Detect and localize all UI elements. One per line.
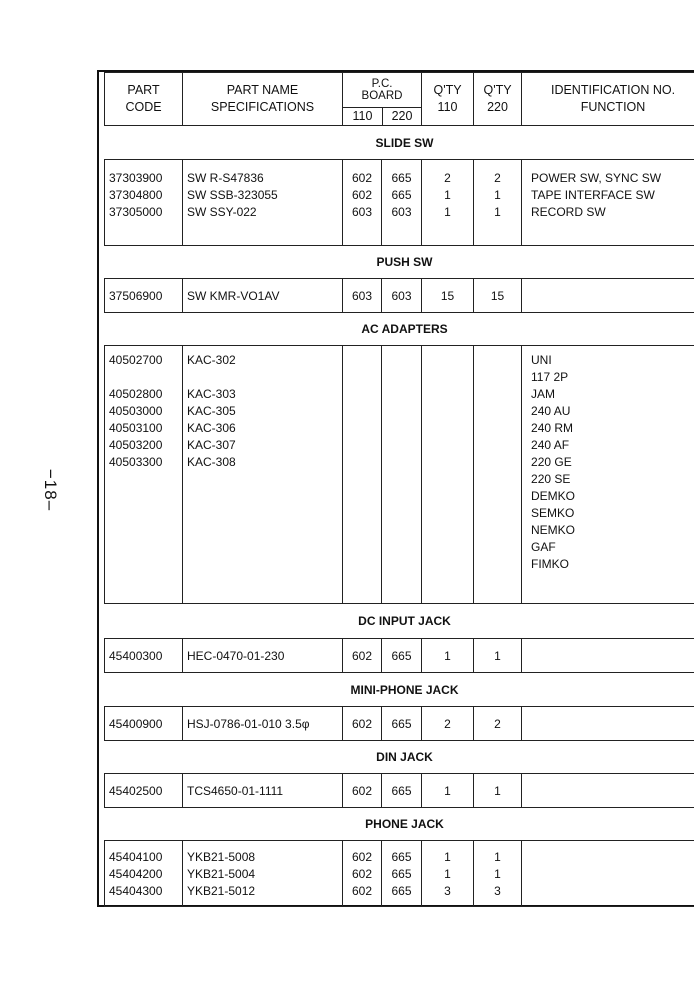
qty220-cell: 2 1 1: [474, 160, 522, 246]
pc220-cell: 665: [382, 639, 422, 673]
qty110-cell: 1: [422, 639, 474, 673]
header-part-code: PART CODE: [105, 73, 183, 126]
pc110-cell: 602 602 602: [343, 841, 382, 907]
pc220-cell: [382, 346, 422, 604]
header-row: [105, 73, 694, 126]
header-pc-110: 110: [343, 108, 383, 125]
section-header: PUSH SW: [105, 246, 694, 279]
section-header: DC INPUT JACK: [105, 604, 694, 639]
part-name-cell: TCS4650-01-1111: [183, 774, 343, 808]
pc110-cell: 602: [343, 707, 382, 741]
pc110-cell: 602: [343, 639, 382, 673]
parts-table: [104, 72, 694, 907]
pc220-cell: 665: [382, 774, 422, 808]
table-row: [105, 707, 694, 741]
identification-cell: POWER SW, SYNC SW TAPE INTERFACE SW RECORD SW: [522, 160, 694, 246]
part-name-cell: HSJ-0786-01-010 3.5φ: [183, 707, 343, 741]
qty110-cell: 1: [422, 774, 474, 808]
pc110-cell: 602: [343, 774, 382, 808]
table-row: [105, 279, 694, 313]
identification-cell: [522, 707, 694, 741]
section-header: PHONE JACK: [105, 808, 694, 841]
pc220-cell: 603: [382, 279, 422, 313]
part-name-cell: YKB21-5008 YKB21-5004 YKB21-5012: [183, 841, 343, 907]
pc110-cell: 602 602 603: [343, 160, 382, 246]
part-code-cell: 45402500: [105, 774, 183, 808]
part-code-cell: 37303900 37304800 37305000: [105, 160, 183, 246]
table-row: [105, 160, 694, 246]
part-name-cell: HEC-0470-01-230: [183, 639, 343, 673]
pc220-cell: 665 665 665: [382, 841, 422, 907]
section-header: DIN JACK: [105, 741, 694, 774]
identification-cell: [522, 279, 694, 313]
section-header: SLIDE SW: [105, 126, 694, 160]
identification-cell: [522, 841, 694, 907]
header-pc-220: 220: [391, 109, 413, 123]
table-row: [105, 639, 694, 673]
qty110-cell: 15: [422, 279, 474, 313]
part-name-cell: SW R-S47836 SW SSB-323055 SW SSY-022: [183, 160, 343, 246]
qty110-cell: [422, 346, 474, 604]
qty110-cell: 2: [422, 707, 474, 741]
qty220-cell: [474, 346, 522, 604]
part-code-cell: 45400900: [105, 707, 183, 741]
table-row: [105, 346, 694, 604]
qty220-cell: 2: [474, 707, 522, 741]
identification-cell: [522, 639, 694, 673]
section-header: AC ADAPTERS: [105, 313, 694, 346]
pc220-cell: 665 665 603: [382, 160, 422, 246]
pc110-cell: [343, 346, 382, 604]
header-identification: IDENTIFICATION NO. FUNCTION: [522, 73, 694, 126]
part-name-cell: SW KMR-VO1AV: [183, 279, 343, 313]
table-row: [105, 774, 694, 808]
part-code-cell: 40502700 40502800 40503000 40503100 40503200 40503300: [105, 346, 183, 604]
header-pc-board: P.C. BOARD 110 220: [343, 73, 422, 126]
qty220-cell: 1 1 3: [474, 841, 522, 907]
qty220-cell: 1: [474, 639, 522, 673]
header-qty-220: Q'TY 220: [474, 73, 522, 126]
section-header: MINI-PHONE JACK: [105, 673, 694, 707]
identification-cell: [522, 774, 694, 808]
part-code-cell: 45400300: [105, 639, 183, 673]
pc220-cell: 665: [382, 707, 422, 741]
header-part-name: PART NAME SPECIFICATIONS: [183, 73, 343, 126]
table-row: [105, 841, 694, 907]
qty220-cell: 15: [474, 279, 522, 313]
qty110-cell: 1 1 3: [422, 841, 474, 907]
part-code-cell: 37506900: [105, 279, 183, 313]
qty220-cell: 1: [474, 774, 522, 808]
qty110-cell: 2 1 1: [422, 160, 474, 246]
part-code-cell: 45404100 45404200 45404300: [105, 841, 183, 907]
page-number: −18–: [41, 468, 60, 512]
header-qty-110: Q'TY 110: [422, 73, 474, 126]
identification-cell: UNI 117 2P JAM 240 AU 240 RM 240 AF 220 GE 220 SE DEMKO SEMKO NEMKO GAF FIMKO: [522, 346, 694, 604]
part-name-cell: KAC-302 KAC-303 KAC-305 KAC-306 KAC-307 KAC-308: [183, 346, 343, 604]
pc110-cell: 603: [343, 279, 382, 313]
